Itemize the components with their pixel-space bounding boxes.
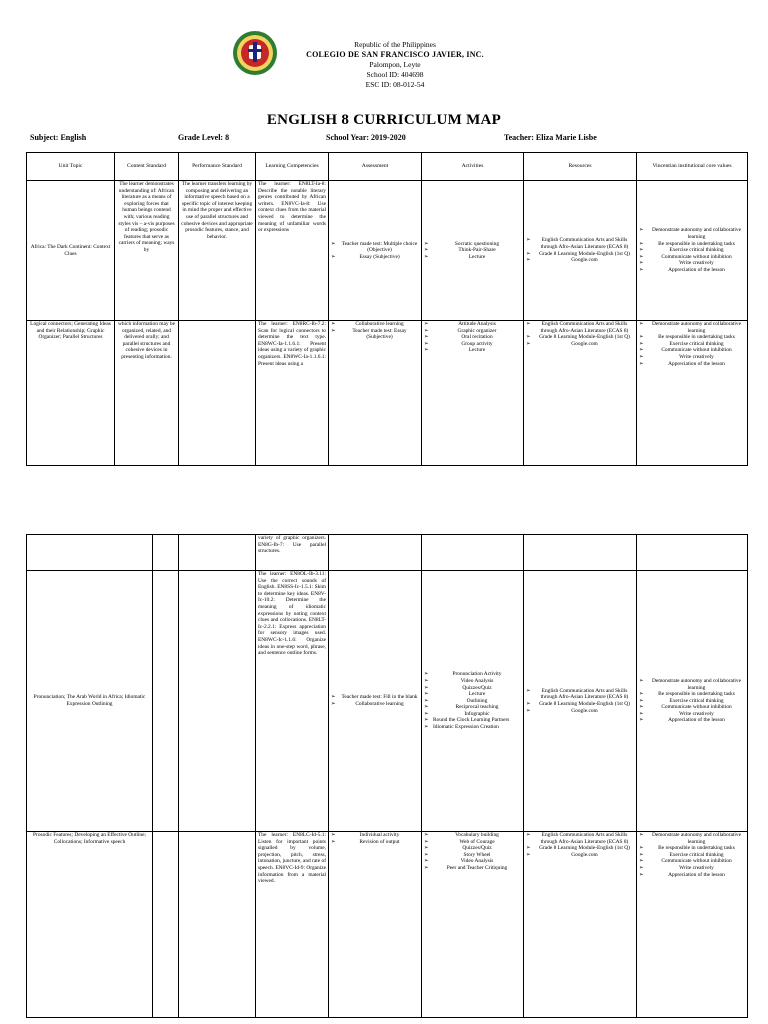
list-item: ➢ Outlining	[424, 698, 521, 705]
table-row	[27, 832, 748, 1018]
list-item: ➢ Oral recitation	[424, 334, 521, 341]
list-item: ➢ Grade 8 Learning Module-English (1st Q)	[526, 845, 634, 852]
list-item: ➢ Teacher made test: Fill in the blank	[331, 694, 419, 701]
list-item: ➢ Demonstrate autonomy and collaborative learning	[639, 678, 745, 691]
list-item: ➢ Appreciation of the lesson	[639, 267, 745, 274]
list-item: ➢ Communicate without inhibition	[639, 858, 745, 865]
table-row	[27, 181, 748, 321]
list-item: ➢ Demonstrate autonomy and collaborative learning	[639, 227, 745, 240]
republic-line: Republic of the Philippines	[354, 40, 436, 49]
unit-topic-cell: Africa: The Dark Continent: Context Clues	[27, 181, 115, 321]
list-item: ➢ Be responsible in undertaking tasks	[639, 845, 745, 852]
list-item: ➢ Attitude Analysis	[424, 321, 521, 328]
unit-topic-cell: Pronunciation; The Arab World in Africa; Idiomatic Expression Outlining	[27, 571, 153, 832]
list-item: ➢ Vocabulary building	[424, 832, 521, 839]
list-item: ➢ English Communication Arts and Skills through Afro-Asian Literature (ECAS 8)	[526, 237, 634, 250]
list-item: ➢ Exercise critical thinking	[639, 852, 745, 859]
table-row	[27, 321, 748, 466]
list-item: ➢ Appreciation of the lesson	[639, 717, 745, 724]
list-item: ➢ Lecture	[424, 254, 521, 261]
core-values-cell	[637, 321, 748, 466]
list-item: ➢ Teacher made test: Essay (Subjective)	[331, 328, 419, 341]
column-header: Activities	[422, 153, 524, 181]
column-header: Performance Standard	[179, 153, 256, 181]
list-item: ➢ Video Analysis	[424, 858, 521, 865]
list-item: ➢ Collaborative learning	[331, 321, 419, 328]
list-item: ➢ Peer and Teacher Critiquing	[424, 865, 521, 872]
assessment-cell	[329, 571, 422, 832]
performance-standard-cell	[179, 321, 256, 466]
list-item: ➢ Write creatively	[639, 260, 745, 267]
list-item: ➢ Be responsible in undertaking tasks	[639, 334, 745, 341]
list-item: ➢ Appreciation of the lesson	[639, 361, 745, 368]
list-item: ➢ Exercise critical thinking	[639, 341, 745, 348]
letterhead	[260, 40, 530, 90]
learning-competencies-cell: The learner: EN8OL-Ib-3.11: Use the correct sounds of English. EN8SS-Ic-1.5.1: Skim to determine key ideas. EN8V-Ic-10.2: Determine the meaning of idiomatic expressions by noting context clues and collocations. EN8LT-Ic-2.2.1: Express appreciation for sensory images used. EN8WC-Ic-1.1.6: Organize ideas in one-step word, phrase, and sentence outline forms.	[256, 571, 329, 832]
list-item: ➢ Infographic	[424, 711, 521, 718]
assessment-cell	[329, 321, 422, 466]
column-header: Assessment	[329, 153, 422, 181]
list-item: ➢ Write creatively	[639, 354, 745, 361]
content-standard-cell	[153, 535, 179, 571]
activities-cell	[422, 832, 524, 1018]
list-item: ➢ Group activity	[424, 341, 521, 348]
list-item: ➢ Idiomatic Expression Creation	[424, 724, 521, 731]
table-header-row	[27, 153, 748, 181]
list-item: ➢ Communicate without inhibition	[639, 254, 745, 261]
performance-standard-cell	[179, 571, 256, 832]
activities-cell	[422, 535, 524, 571]
core-values-cell	[637, 571, 748, 832]
list-item: ➢ English Communication Arts and Skills through Afro-Asian Literature (ECAS 8)	[526, 688, 634, 701]
list-item: ➢ Appreciation of the lesson	[639, 872, 745, 879]
learning-competencies-cell: The learner: EN8LT-Ia-8: Describe the notable literary genres contributed by African writers. EN8VC-Ia-8: Use context clues from the material viewed to determine the meaning of unfamiliar words or expressions	[256, 181, 329, 321]
list-item: ➢ Pronunciation Activity	[424, 671, 521, 678]
assessment-cell	[329, 832, 422, 1018]
column-header: Learning Competencies	[256, 153, 329, 181]
list-item: ➢ Round the Clock Learning Partners	[424, 717, 521, 724]
activities-cell	[422, 571, 524, 832]
list-item: ➢ Teacher made test: Multiple choice (Objective)	[331, 241, 419, 254]
list-item: ➢ Be responsible in undertaking tasks	[639, 241, 745, 248]
list-item: ➢ English Communication Arts and Skills through Afro-Asian Literature (ECAS 8)	[526, 321, 634, 334]
core-values-cell	[637, 535, 748, 571]
core-values-cell	[637, 181, 748, 321]
unit-topic-cell	[27, 535, 153, 571]
list-item: ➢ Revision of output	[331, 839, 419, 846]
list-item: ➢ Write creatively	[639, 711, 745, 718]
school-id: School ID: 404698	[366, 70, 424, 79]
page-title: ENGLISH 8 CURRICULUM MAP	[266, 112, 502, 128]
list-item: ➢ Be responsible in undertaking tasks	[639, 691, 745, 698]
grade-level-label: Grade Level: 8	[178, 133, 230, 142]
list-item: ➢ Individual activity	[331, 832, 419, 839]
performance-standard-cell: The learner transfers learning by composing and delivering an informative speech based on a specific topic of interest keeping in mind the proper and effective use of parallel structures and cohesive devices and appropriate prosodic features, stance, and behavior.	[179, 181, 256, 321]
list-item: ➢ Google.com	[526, 341, 634, 348]
curriculum-table-page2	[26, 534, 748, 1018]
column-header: Vincentian institutional core values	[637, 153, 748, 181]
list-item: ➢ Communicate without inhibition	[639, 704, 745, 711]
list-item: ➢ Google.com	[526, 257, 634, 264]
column-header: Unit Topic	[27, 153, 115, 181]
table-row	[27, 571, 748, 832]
list-item: ➢ Collaborative learning	[331, 701, 419, 708]
content-standard-cell: which information may be organized, related, and delivered orally; and parallel structures and cohesive devices in presenting information.	[115, 321, 179, 466]
list-item: ➢ Reciprocal teaching	[424, 704, 521, 711]
esc-id: ESC ID: 08-012-54	[365, 80, 425, 89]
school-year-label: School Year: 2019-2020	[326, 133, 406, 142]
activities-cell	[422, 181, 524, 321]
content-standard-cell: The learner demonstrates understanding of: African literature as a means of exploring forces that human beings contend with; various reading styles vis – a-vis purposes of reading; prosodic features that serve as carriers of meaning; ways by	[115, 181, 179, 321]
subject-label: Subject: English	[30, 133, 87, 142]
list-item: ➢ Grade 8 Learning Module-English (1st Q)	[526, 334, 634, 341]
learning-competencies-cell: variety of graphic organizers. EN8G-Ib-7: Use parallel structures.	[256, 535, 329, 571]
list-item: ➢ Socratic questioning	[424, 241, 521, 248]
list-item: ➢ Grade 8 Learning Module-English (1st Q)	[526, 701, 634, 708]
list-item: ➢ Demonstrate autonomy and collaborative learning	[639, 321, 745, 334]
performance-standard-cell	[179, 535, 256, 571]
learning-competencies-cell: The learner: EN8RC-Ib-7.2: Scan for logical connectors to determine the text type. EN8WC-Ia-1.1.6.1: Present ideas using a variety of graphic organizers. EN8WC-Ia-1.1.6.1: Present ideas using a	[256, 321, 329, 466]
list-item: ➢ Write creatively	[639, 865, 745, 872]
activities-cell	[422, 321, 524, 466]
unit-topic-cell: Prosodic Features; Developing an Effective Outline; Collocations; Informative speech	[27, 832, 153, 1018]
column-header: Content Standard	[115, 153, 179, 181]
list-item: ➢ Grade 8 Learning Module-English (1st Q)	[526, 251, 634, 258]
core-values-cell	[637, 832, 748, 1018]
resources-cell	[524, 535, 637, 571]
list-item: ➢ Lecture	[424, 347, 521, 354]
table-row	[27, 535, 748, 571]
list-item: ➢ Exercise critical thinking	[639, 698, 745, 705]
list-item: ➢ Video Analysis	[424, 678, 521, 685]
assessment-cell	[329, 181, 422, 321]
list-item: ➢ Google.com	[526, 852, 634, 859]
list-item: ➢ Web of Courage	[424, 839, 521, 846]
resources-cell	[524, 181, 637, 321]
unit-topic-cell: Logical connectors; Generating Ideas and their Relationship; Graphic Organizer; Parallel Structures	[27, 321, 115, 466]
resources-cell	[524, 321, 637, 466]
curriculum-table-page1	[26, 152, 748, 466]
school-name: COLEGIO DE SAN FRANCISCO JAVIER, INC.	[306, 50, 484, 59]
list-item: ➢ Communicate without inhibition	[639, 347, 745, 354]
list-item: ➢ Graphic organizer	[424, 328, 521, 335]
teacher-label: Teacher: Eliza Marie Lisbe	[504, 133, 597, 142]
content-standard-cell	[153, 832, 179, 1018]
resources-cell	[524, 832, 637, 1018]
list-item: ➢ Story Wheel	[424, 852, 521, 859]
list-item: ➢ Exercise critical thinking	[639, 247, 745, 254]
list-item: ➢ Quizzes/Quiz	[424, 685, 521, 692]
learning-competencies-cell: The learner: EN8LC-Id-5.1: Listen for important points signalled by volume, projection, pitch, stress, intonation, juncture, and rate of speech. EN8VC-Id-9: Organize information from a material viewed.	[256, 832, 329, 1018]
content-standard-cell	[153, 571, 179, 832]
list-item: ➢ Demonstrate autonomy and collaborative learning	[639, 832, 745, 845]
list-item: ➢ English Communication Arts and Skills through Afro-Asian Literature (ECAS 8)	[526, 832, 634, 845]
list-item: ➢ Essay (Subjective)	[331, 254, 419, 261]
column-header: Resources	[524, 153, 637, 181]
list-item: ➢ Google.com	[526, 708, 634, 715]
list-item: ➢ Think-Pair-Share	[424, 247, 521, 254]
school-address: Palompon, Leyte	[369, 60, 421, 69]
list-item: ➢ Quizzes/Quiz	[424, 845, 521, 852]
list-item: ➢ Lecture	[424, 691, 521, 698]
performance-standard-cell	[179, 832, 256, 1018]
assessment-cell	[329, 535, 422, 571]
resources-cell	[524, 571, 637, 832]
